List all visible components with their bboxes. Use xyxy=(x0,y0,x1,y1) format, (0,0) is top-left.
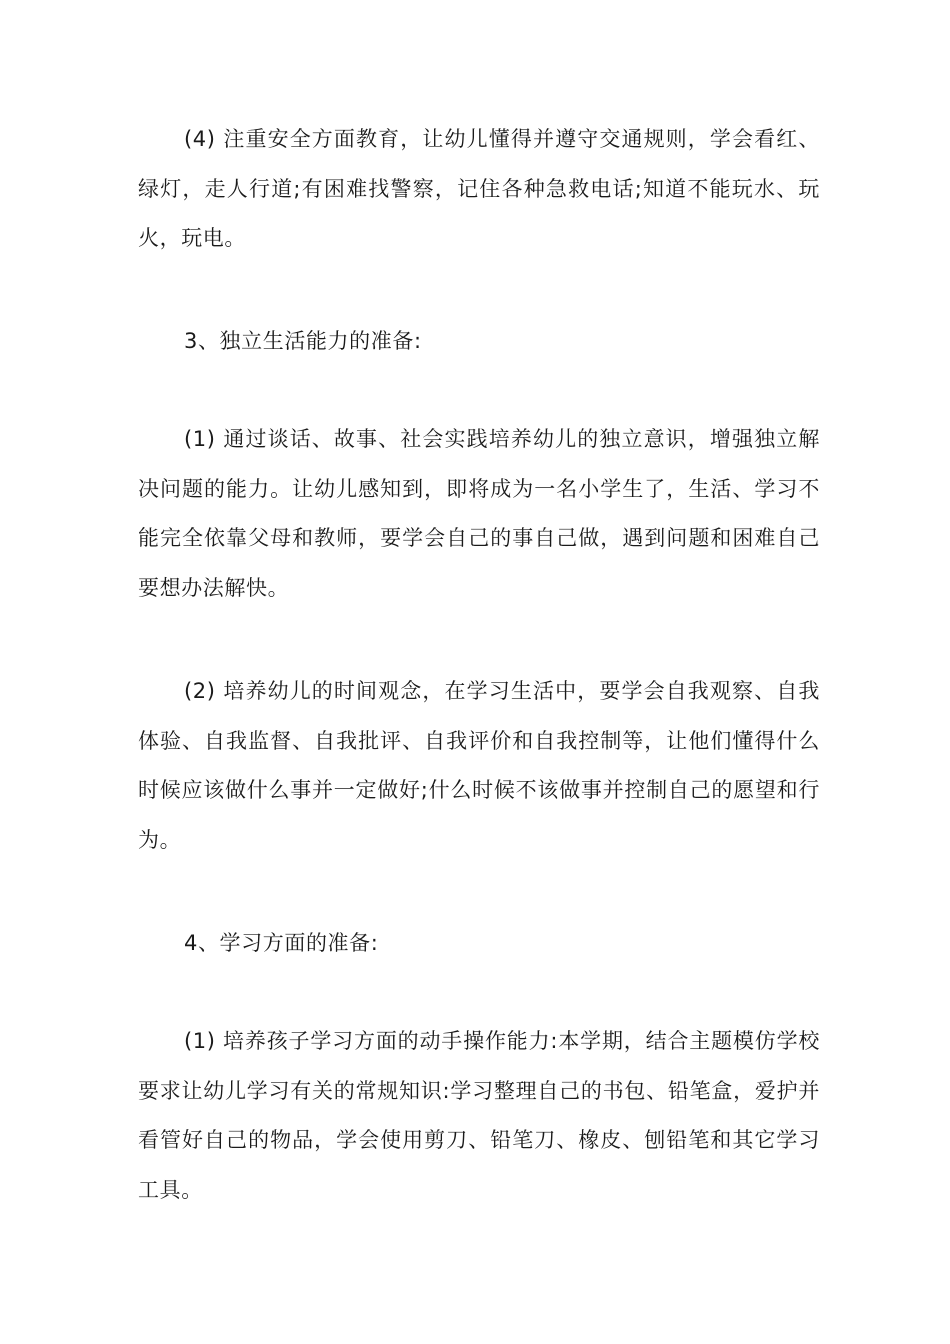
section-heading-independent-living: 3、独立生活能力的准备: xyxy=(184,329,422,353)
paragraph-time-concept: (2) 培养幼儿的时间观念，在学习生活中，要学会自我观察、自我体验、自我监督、自我批评、自我评价和自我控制等，让他们懂得什么时候应该做什么事并一定做好;什么时候不该做事并控制自己的愿望和行为。 xyxy=(138,679,820,852)
paragraph-independence: (1) 通过谈话、故事、社会实践培养幼儿的独立意识，增强独立解决问题的能力。让幼儿感知到，即将成为一名小学生了，生活、学习不能完全依靠父母和教师，要学会自己的事自己做，遇到问题和困难自己要想办法解快。 xyxy=(138,427,820,600)
section-heading-learning-preparation: 4、学习方面的准备: xyxy=(184,931,379,955)
paragraph-safety-education: (4) 注重安全方面教育，让幼儿懂得并遵守交通规则，学会看红、绿灯，走人行道;有困难找警察，记住各种急救电话;知道不能玩水、玩火，玩电。 xyxy=(138,127,820,250)
paragraph-learning-skills: (1) 培养孩子学习方面的动手操作能力:本学期，结合主题模仿学校要求让幼儿学习有关的常规知识:学习整理自己的书包、铅笔盒，爱护并看管好自己的物品，学会使用剪刀、铅笔刀、橡皮、刨铅笔和其它学习工具。 xyxy=(138,1029,820,1202)
